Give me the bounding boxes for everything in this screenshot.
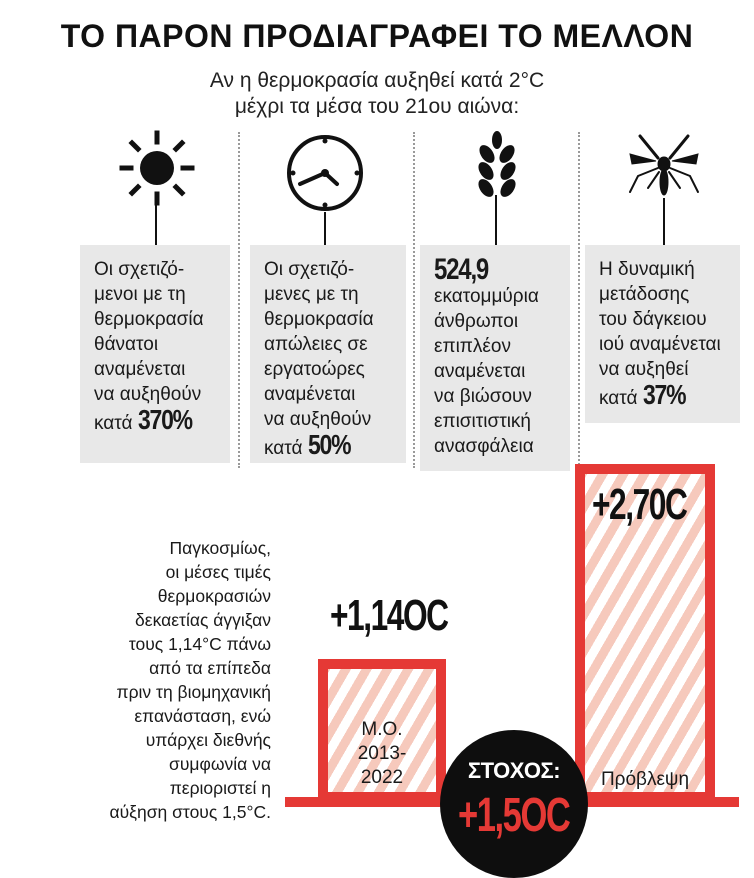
- card-prefix: κατά: [264, 438, 303, 459]
- card-text: άνθρωποι: [434, 311, 519, 332]
- bar-category-label: [318, 718, 446, 790]
- stat-value: 50%: [307, 429, 351, 460]
- card-text: να βιώσουν: [434, 386, 532, 407]
- card-text: Οι σχετιζό-: [94, 259, 185, 280]
- stat-value: 370%: [137, 404, 192, 435]
- connector-line: [663, 198, 665, 245]
- bar-category-label: [575, 768, 715, 792]
- card-text: Οι σχετιζό-: [264, 259, 355, 280]
- explanation-line: συμφωνία να: [169, 754, 271, 774]
- card-text-value: [264, 429, 398, 461]
- card-text: Η δυναμική: [599, 259, 695, 280]
- explanation-line: αύξηση στους 1,5°C.: [109, 802, 271, 822]
- bar-category-line: Πρόβλεψη: [600, 769, 690, 790]
- card-text: ανασφάλεια: [434, 436, 534, 457]
- card-text: του δάγκειου: [599, 309, 707, 330]
- explanation-line: επανάσταση, ενώ: [134, 706, 271, 726]
- stat-value: 524,9: [434, 253, 489, 286]
- card-text: αναμένεται: [264, 384, 356, 405]
- info-card-deaths: [80, 245, 230, 463]
- card-text: να αυξηθούν: [264, 409, 372, 430]
- card-text: θερμοκρασία: [264, 309, 374, 330]
- explanation-line: Παγκοσμίως,: [169, 538, 271, 558]
- subtitle: [0, 68, 754, 120]
- explanation-line: δεκαετίας άγγιξαν: [135, 610, 271, 630]
- subtitle-line: μέχρι τα μέσα του 21ου αιώνα:: [234, 95, 520, 118]
- info-card-food: [420, 245, 570, 471]
- card-text: επιπλέον: [434, 336, 511, 357]
- bar-value-label: +2,70C: [592, 480, 687, 529]
- target-label: ΣΤΟΧΟΣ:: [467, 758, 561, 783]
- card-text: θερμοκρασία: [94, 309, 204, 330]
- column-divider: [238, 132, 240, 468]
- explanation-line: θερμοκρασιών: [157, 586, 271, 606]
- wheat-icon: [462, 130, 532, 210]
- sun-icon: [112, 128, 202, 218]
- explanation-line: οι μέσες τιμές: [165, 562, 271, 582]
- card-text-value: [94, 404, 222, 436]
- info-card-dengue: [585, 245, 740, 423]
- explanation-line: τους 1,14°C πάνω: [128, 634, 271, 654]
- connector-line: [324, 212, 326, 245]
- explanation-line: πριν τη βιομηχανική: [116, 682, 271, 702]
- connector-line: [155, 203, 157, 245]
- subtitle-line: Αν η θερμοκρασία αυξηθεί κατά 2°C: [209, 69, 545, 92]
- page-title: ΤΟ ΠΑΡΟΝ ΠΡΟΔΙΑΓΡΑΦΕΙ ΤΟ ΜΕΛΛΟΝ: [60, 18, 694, 54]
- card-text: εργατοώρες: [264, 359, 365, 380]
- card-text: να αυξηθούν: [94, 384, 202, 405]
- explanation-line: υπάρχει διεθνής: [145, 730, 271, 750]
- bar-category-line: Μ.Ο.: [361, 719, 403, 740]
- card-text: επισιτιστική: [434, 411, 531, 432]
- explanation-text: [109, 536, 271, 824]
- bar-value-label: +1,14OC: [330, 591, 448, 640]
- bar-category-line: 2013-: [357, 743, 407, 764]
- card-prefix: κατά: [599, 388, 638, 409]
- card-text: εκατομμύρια: [434, 286, 539, 307]
- clock-icon: [283, 133, 367, 217]
- info-card-labor: [250, 245, 406, 463]
- card-text-value: [599, 379, 732, 411]
- mosquito-icon: [620, 130, 708, 200]
- target-value: +1,5OC: [458, 789, 570, 842]
- card-prefix: κατά: [94, 413, 133, 434]
- card-text: μενοι με τη: [94, 284, 186, 305]
- card-text: μενες με τη: [264, 284, 359, 305]
- card-text: αναμένεται: [94, 359, 186, 380]
- card-text: απώλειες σε: [264, 334, 368, 355]
- card-text: να αυξηθεί: [599, 359, 689, 380]
- bar-category-line: 2022: [360, 767, 404, 788]
- column-divider: [578, 132, 580, 468]
- card-text: αναμένεται: [434, 361, 526, 382]
- card-text: μετάδοσης: [599, 284, 690, 305]
- explanation-line: περιοριστεί η: [169, 778, 271, 798]
- card-text: ιού αναμένεται: [599, 334, 721, 355]
- connector-line: [495, 195, 497, 245]
- explanation-line: από τα επίπεδα: [149, 658, 271, 678]
- stat-value: 37%: [642, 379, 686, 410]
- column-divider: [413, 132, 415, 468]
- card-text: θάνατοι: [94, 334, 159, 355]
